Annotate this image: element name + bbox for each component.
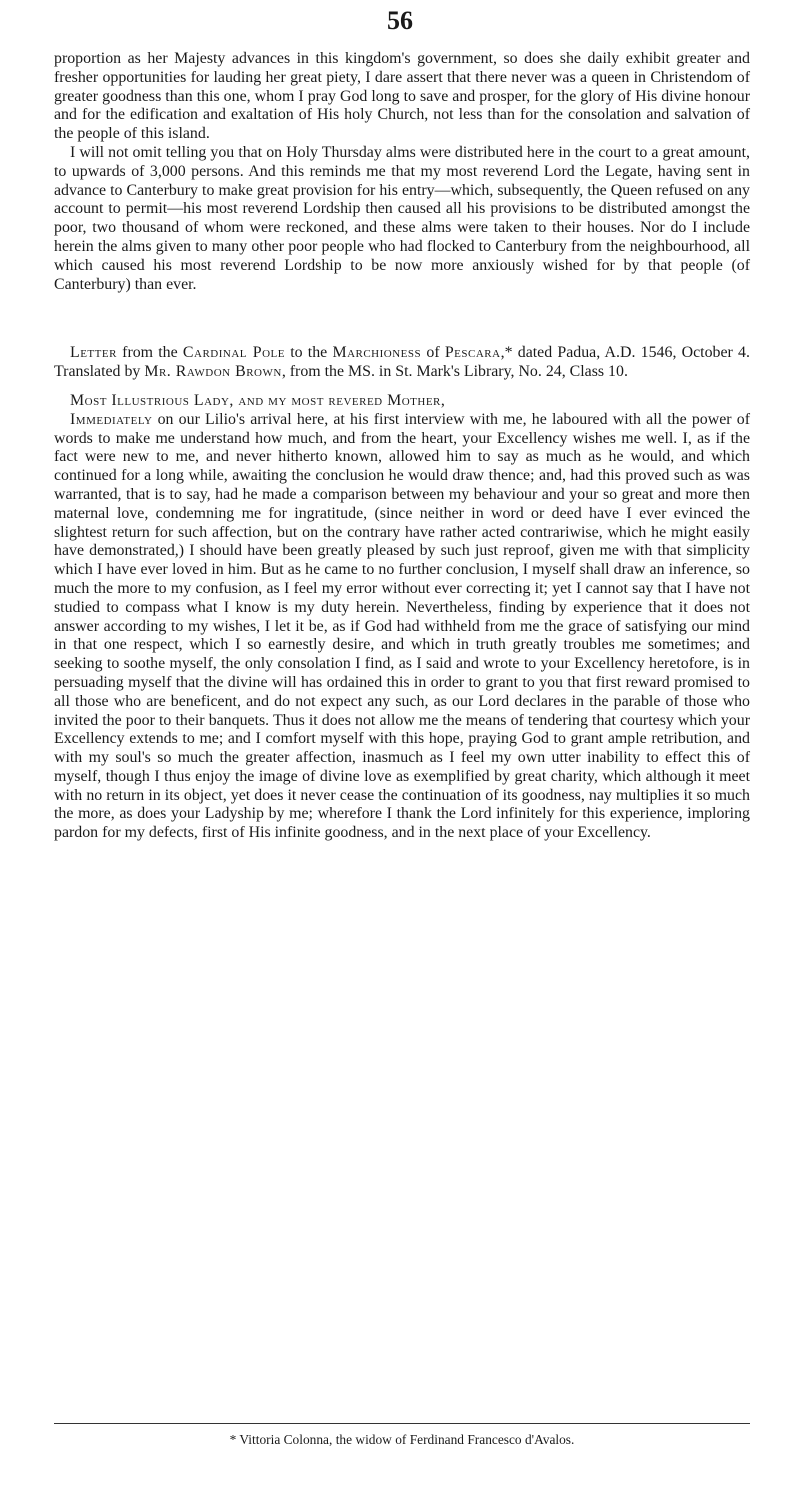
page-number: 56 [387,6,413,35]
heading-translator: Mr. Rawdon Brown [144,363,282,381]
letter-heading [54,344,750,382]
letter-body [54,411,750,843]
heading-footnote-marker: ,* [500,344,513,362]
letter-body-text: on our Lilio's arrival here, at his first interview with me, he laboured with all the power of words to make me understand how much, and from the heart, your Excellency wishes me well. I, as if the fact were new to me, and never hitherto known, allowed him to say as much as he would, and which continued for a long while, awaiting the conclusion he would draw thence; and, had this proved such as was warranted, that is to say, had he made a comparison between my behaviour and your so great and more then maternal love, condemning me for ingratitude, (since neither in word or deed have I ever evinced the slightest return for such affection, but on the contrary have rather acted contrariwise, which he might easily have demonstrated,) I should have been greatly pleased by such just reproof, given me with that simplicity which I have ever loved in him. But as he came to no further conclusion, I myself shall draw an inference, so much the more to my confusion, as I feel my error without ever correcting it; yet I cannot say that I have not studied to compass what I know is my duty herein. Nevertheless, finding by experience that it does not answer according to my wishes, I let it be, as if God had withheld from me the grace of satisfying our mind in that one respect, which I so earnestly desire, and which in truth greatly troubles me sometimes; and seeking to soothe myself, the only consolation I find, as I said and wrote to your Excellency heretofore, is in persuading myself that the divine will has ordained this in order to grant to you that first reward promised to all those who are beneficent, and do not expect any such, as our Lord declares in the parable of those who invited the poor to their banquets. Thus it does not allow me the means of tendering that courtesy which your Excellency extends to me; and I comfort myself with this hope, praying God to grant ample retribution, and with my soul's so much the greater affection, inasmuch as I feel my own utter inability to effect this of myself, though I thus enjoy the image of divine love as exemplified by great charity, which although it meet with no return in its object, yet does it never cease the continuation of its goodness, nay multiplies it so much the more, as does your Ladyship by me; wherefore I thank the Lord infinitely for this experience, imploring pardon for my defects, first of His infinite goodness, and in the next place of your Excellency. [54,410,750,842]
letter-salutation: Most Illustrious Lady, and my most revered Mother, [70,391,446,409]
heading-source: , from the MS. in St. Mark's Library, No. 24, Class 10. [281,363,628,381]
intro-paragraph-1: proportion as her Majesty advances in this kingdom's government, so does she daily exhibit greater and fresher opportunities for lauding her great piety, I dare assert that there never was a queen in Christendom of greater goodness than this one, whom I pray God long to save and prosper, for the glory of His divine honour and for the edification and exaltation of His holy Church, not less than for the consolation and salvation of the people of this island. [54,50,750,143]
heading-to: to the [284,344,333,362]
footnote: * Vittoria Colonna, the widow of Ferdinand Francesco d'Avalos. [229,1432,575,1447]
letter-opening-word: Immediately [70,410,153,428]
page-body [54,50,750,843]
heading-marchioness: Marchioness [332,344,422,362]
footnote-rule [54,1423,750,1424]
heading-dated: dated Padua, A.D. 1546, October 4. Translated by [54,344,750,381]
heading-pescara: Pescara [444,344,501,362]
intro-paragraph-2: I will not omit telling you that on Holy Thursday alms were distributed here in the court to a great amount, to upwards of 3,000 persons. And this reminds me that my most reverend Lord the Legate, having sent in advance to Canterbury to make great provision for his entry—which, subsequently, the Queen refused on any account to permit—his most reverend Lordship then caused all his provisions to be distributed amongst the poor, two thousand of whom were reckoned, and these alms were taken to their houses. Nor do I include herein the alms given to many other poor people who had flocked to Canterbury from the neighbourhood, all which caused his most reverend Lordship to be now more anxiously wished for by that people (of Canterbury) than ever. [54,143,750,293]
heading-of: of [421,344,445,362]
heading-cardinal: Cardinal Pole [182,344,285,362]
heading-from: from the [116,344,183,362]
heading-letter-word: Letter [70,344,117,362]
